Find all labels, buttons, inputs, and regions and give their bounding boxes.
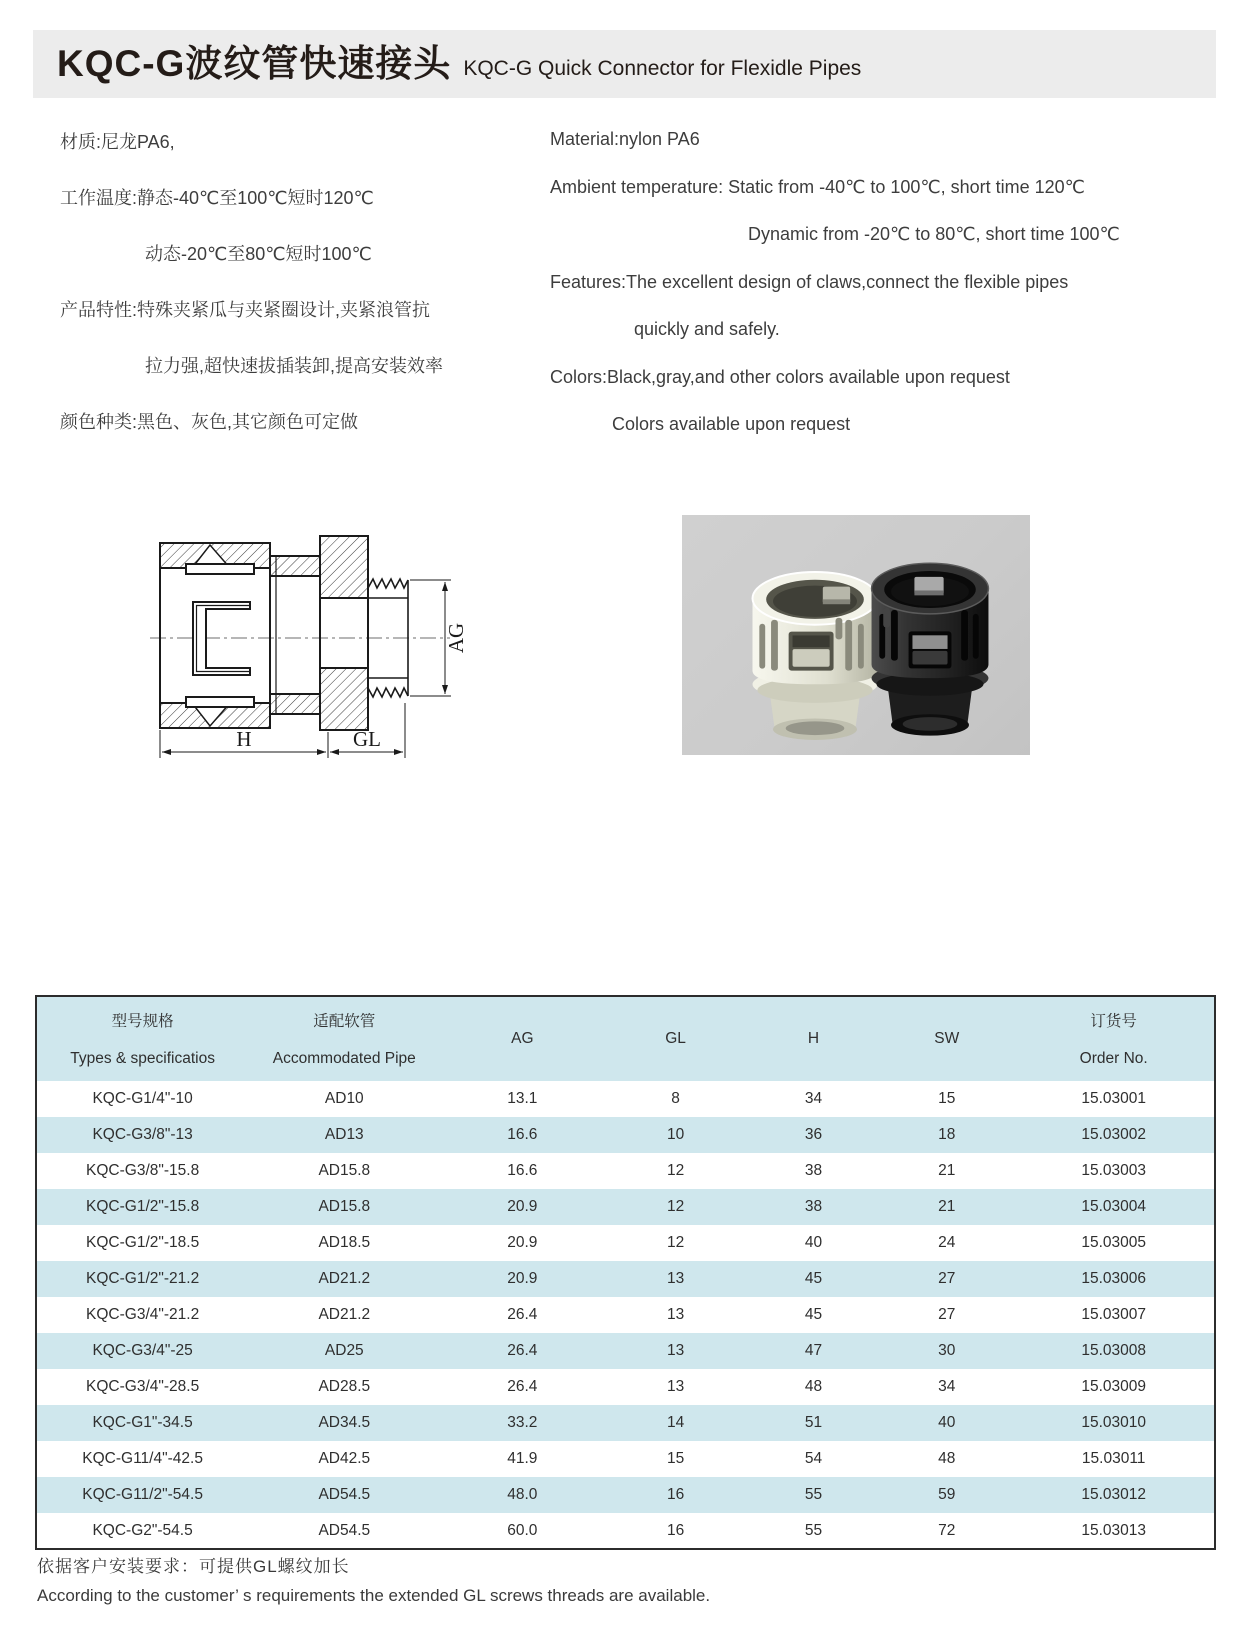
- table-cell: 45: [804, 1270, 823, 1287]
- table-cell: KQC-G3/8"-15.8: [86, 1162, 200, 1179]
- table-cell: KQC-G3/8"-13: [92, 1126, 193, 1143]
- spec-table: [35, 995, 1216, 1550]
- table-cell: AD42.5: [318, 1450, 371, 1467]
- table-cell: KQC-G3/4"-25: [92, 1342, 193, 1359]
- table-cell: 40: [938, 1414, 956, 1431]
- page-header: [33, 30, 1216, 98]
- table-cell: 16: [666, 1521, 685, 1539]
- table-cell: 13: [666, 1270, 685, 1287]
- table-cell: 15.03005: [1081, 1234, 1146, 1251]
- spec-line-temperature-dynamic-en: Dynamic from -20℃ to 80℃, short time 100℃: [748, 224, 1120, 244]
- table-row: [36, 1297, 1215, 1333]
- table-cell: 26.4: [507, 1378, 538, 1395]
- footer-notes: [37, 1552, 710, 1610]
- black-connector-image: [854, 553, 1006, 741]
- col-header-gl: GL: [665, 1030, 686, 1047]
- table-cell: 48: [804, 1378, 823, 1395]
- table-cell: 15.03004: [1081, 1198, 1146, 1215]
- spec-line-temperature-en: Ambient temperature: Static from -40℃ to 100℃, short time 120℃: [550, 176, 1085, 197]
- technical-drawing: [150, 518, 470, 768]
- table-cell: AD28.5: [318, 1378, 371, 1395]
- col-header-order-en: Order No.: [1079, 1050, 1148, 1067]
- table-cell: 54: [804, 1450, 823, 1467]
- col-header-pipe-en: Accommodated Pipe: [272, 1050, 416, 1067]
- spec-line-features-cont-en: quickly and safely.: [634, 319, 780, 339]
- spec-line-temperature-dynamic-zh: 动态-20℃至80℃短时100℃: [145, 244, 372, 264]
- table-row: [36, 1153, 1215, 1189]
- table-cell: 15.03007: [1081, 1306, 1146, 1323]
- table-cell: 40: [804, 1234, 823, 1251]
- footer-note-en: According to the customer’ s requirements the extended GL screws threads are available.: [37, 1586, 711, 1605]
- col-header-types-zh: 型号规格: [111, 1013, 174, 1030]
- spec-line-temperature-zh: 工作温度:静态-40℃至100℃短时120℃: [60, 188, 374, 208]
- table-cell: 27: [938, 1306, 956, 1323]
- claw-housing: [160, 543, 270, 728]
- table-cell: 26.4: [507, 1306, 538, 1323]
- table-cell: 16.6: [507, 1162, 538, 1179]
- table-cell: AD18.5: [318, 1234, 371, 1251]
- table-cell: 21: [938, 1198, 956, 1215]
- table-cell: AD10: [324, 1090, 364, 1107]
- table-cell: 20.9: [507, 1270, 538, 1287]
- table-row: [36, 1225, 1215, 1261]
- table-cell: AD15.8: [318, 1198, 371, 1215]
- table-cell: AD15.8: [318, 1162, 371, 1179]
- col-header-sw: SW: [934, 1030, 960, 1047]
- table-cell: 12: [666, 1162, 685, 1179]
- table-cell: 15.03006: [1081, 1270, 1146, 1287]
- table-row: [36, 1513, 1215, 1549]
- table-cell: 45: [804, 1306, 823, 1323]
- spec-line-colors-cont-en: Colors available upon request: [612, 414, 851, 434]
- spec-line-features-cont-zh: 拉力强,超快速拔插装卸,提高安装效率: [145, 356, 444, 376]
- table-cell: 27: [938, 1270, 956, 1287]
- table-cell: KQC-G1/2"-15.8: [86, 1198, 200, 1215]
- table-cell: KQC-G11/4"-42.5: [82, 1450, 203, 1467]
- col-header-pipe: [248, 996, 440, 1081]
- table-cell: AD13: [324, 1126, 364, 1143]
- table-cell: AD21.2: [318, 1270, 371, 1287]
- table-cell: 12: [666, 1234, 685, 1251]
- table-cell: 59: [938, 1486, 956, 1503]
- table-cell: 26.4: [507, 1342, 538, 1359]
- col-header-pipe-zh: 适配软管: [313, 1013, 376, 1030]
- table-body: [36, 1081, 1215, 1549]
- table-cell: 15.03008: [1081, 1342, 1146, 1359]
- table-cell: 60.0: [507, 1521, 538, 1539]
- table-cell: 15: [666, 1450, 685, 1467]
- table-cell: KQC-G2"-54.5: [92, 1521, 193, 1539]
- spec-line-features-zh: 产品特性:特殊夹紧瓜与夹紧圈设计,夹紧浪管抗: [60, 300, 430, 320]
- table-cell: 34: [938, 1378, 956, 1395]
- table-cell: 14: [666, 1414, 685, 1431]
- spec-line-features-en: Features:The excellent design of claws,connect the flexible pipes: [550, 271, 1069, 292]
- table-cell: 47: [804, 1342, 823, 1359]
- table-row: [36, 1441, 1215, 1477]
- table-row: [36, 1333, 1215, 1369]
- dimension-label-gl: GL: [353, 727, 381, 751]
- spec-line-colors-en: Colors:Black,gray,and other colors available upon request: [550, 366, 1010, 387]
- table-row: [36, 1189, 1215, 1225]
- table-cell: 20.9: [507, 1198, 538, 1215]
- table-cell: AD25: [324, 1342, 364, 1359]
- table-row: [36, 1405, 1215, 1441]
- specs-chinese: [60, 114, 443, 450]
- table-cell: AD21.2: [318, 1306, 371, 1323]
- col-header-order: [1013, 996, 1215, 1081]
- col-header-types: [36, 996, 248, 1081]
- table-cell: 15.03012: [1081, 1486, 1146, 1503]
- table-cell: 30: [938, 1342, 956, 1359]
- footer-note-zh: 依据客户安装要求：可提供GL螺纹加长: [37, 1557, 350, 1576]
- table-cell: 10: [666, 1126, 685, 1143]
- table-cell: 51: [804, 1414, 823, 1431]
- table-header-row: [36, 996, 1215, 1081]
- table-cell: 24: [938, 1234, 956, 1251]
- table-cell: 15.03011: [1081, 1450, 1146, 1467]
- table-cell: 21: [938, 1162, 956, 1179]
- table-row: [36, 1369, 1215, 1405]
- page-title-en: KQC-G Quick Connector for Flexidle Pipes: [463, 57, 862, 80]
- table-cell: 15.03002: [1081, 1126, 1146, 1143]
- table-cell: 15.03010: [1081, 1414, 1146, 1431]
- specs-english: [550, 116, 1120, 449]
- col-header-order-zh: 订货号: [1090, 1013, 1137, 1030]
- table-cell: KQC-G1"-34.5: [92, 1414, 193, 1431]
- spec-line-material-zh: 材质:尼龙PA6,: [60, 132, 175, 152]
- table-cell: 15: [938, 1090, 956, 1107]
- dimension-label-ag: AG: [444, 622, 468, 654]
- table-cell: 34: [804, 1090, 823, 1107]
- table-cell: 13: [666, 1342, 685, 1359]
- page-title-zh: KQC-G波纹管快速接头: [57, 43, 452, 84]
- spec-line-colors-zh: 颜色种类:黑色、灰色,其它颜色可定做: [60, 412, 359, 432]
- table-cell: 33.2: [507, 1414, 538, 1431]
- table-row: [36, 1261, 1215, 1297]
- table-row: [36, 1117, 1215, 1153]
- table-cell: 8: [671, 1090, 680, 1107]
- table-cell: 72: [938, 1521, 956, 1539]
- table-cell: 16: [666, 1486, 685, 1503]
- table-cell: 20.9: [507, 1234, 538, 1251]
- table-cell: 38: [804, 1162, 823, 1179]
- table-cell: KQC-G3/4"-28.5: [86, 1378, 200, 1395]
- col-header-ag: AG: [511, 1030, 534, 1047]
- table-cell: 41.9: [507, 1450, 538, 1467]
- product-photo: [682, 515, 1030, 755]
- hex-nut: [320, 536, 368, 730]
- table-cell: KQC-G1/4"-10: [92, 1090, 193, 1107]
- table-cell: 18: [938, 1126, 956, 1143]
- table-cell: 55: [804, 1521, 823, 1539]
- table-cell: KQC-G1/2"-18.5: [86, 1234, 200, 1251]
- table-cell: 15.03003: [1081, 1162, 1146, 1179]
- middle-sleeve: [270, 556, 320, 714]
- table-cell: 15.03001: [1081, 1090, 1146, 1107]
- table-row: [36, 1081, 1215, 1117]
- table-cell: 13.1: [507, 1090, 538, 1107]
- col-header-h: H: [807, 1030, 820, 1047]
- table-cell: AD54.5: [318, 1521, 371, 1539]
- dimension-label-h: H: [236, 727, 252, 751]
- table-cell: 36: [804, 1126, 823, 1143]
- table-cell: 15.03009: [1081, 1378, 1146, 1395]
- col-header-types-en: Types & specificatios: [70, 1050, 215, 1067]
- table-cell: 48.0: [507, 1486, 538, 1503]
- table-cell: 16.6: [507, 1126, 538, 1143]
- table-cell: 13: [666, 1306, 685, 1323]
- spec-line-material-en: Material:nylon PA6: [550, 129, 700, 149]
- table-cell: 38: [804, 1198, 823, 1215]
- table-cell: AD54.5: [318, 1486, 371, 1503]
- table-cell: KQC-G1/2"-21.2: [86, 1270, 200, 1287]
- table-cell: 13: [666, 1378, 685, 1395]
- table-cell: 55: [804, 1486, 823, 1503]
- table-cell: 48: [938, 1450, 956, 1467]
- table-row: [36, 1477, 1215, 1513]
- table-cell: 15.03013: [1081, 1521, 1146, 1539]
- table-cell: 12: [666, 1198, 685, 1215]
- dimension-ag: [410, 580, 468, 696]
- table-cell: KQC-G3/4"-21.2: [86, 1306, 200, 1323]
- table-cell: KQC-G11/2"-54.5: [82, 1486, 203, 1503]
- table-cell: AD34.5: [318, 1414, 371, 1431]
